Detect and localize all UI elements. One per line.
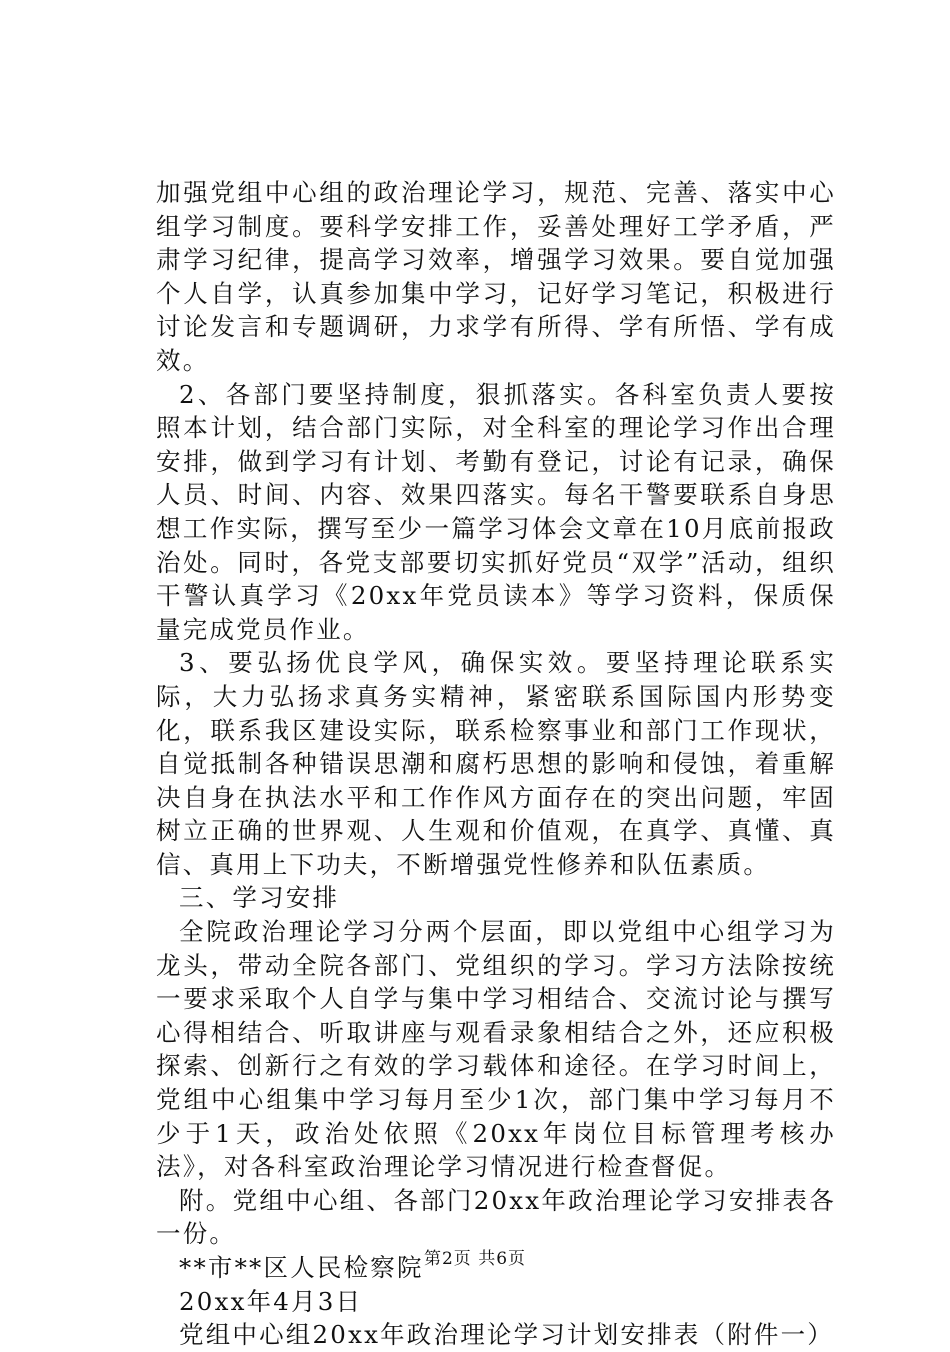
paragraph-study-style: 3、要弘扬优良学风，确保实效。要坚持理论联系实际，大力弘扬求真务实精神，紧密联系国际国内形势变化，联系我区建设实际，联系检察事业和部门工作现状，自觉抵制各种错误思潮和腐朽思想的影响和侵蚀，着重解决自身在执法水平和工作作风方面存在的突出问题，牢固树立正确的世界观、人生观和价值观，在真学、真懂、真信、真用上下功夫，不断增强党性修养和队伍素质。 [156, 648, 836, 879]
document-body [156, 176, 836, 1352]
paragraph-study-discipline: 加强党组中心组的政治理论学习，规范、完善、落实中心组学习制度。要科学安排工作，妥善处理好工学矛盾，严肃学习纪律，提高学习效率，增强学习效果。要自觉加强个人自学，认真参加集中学习，记好学习笔记，积极进行讨论发言和专题调研，力求学有所得、学有所悟、学有成效。 [156, 178, 836, 375]
paragraph-attachment-note: 附。党组中心组、各部门20xx年政治理论学习安排表各一份。 [156, 1185, 836, 1249]
section-heading-arrangement: 三、学习安排 [179, 883, 340, 913]
signature-organization: **市**区人民检察院 [179, 1253, 424, 1282]
paragraph-arrangement: 全院政治理论学习分两个层面，即以党组中心组学习为龙头，带动全院各部门、党组织的学习。学习方法除按统一要求采取个人自学与集中学习相结合、交流讨论与撰写心得相结合、听取讲座与观看录象相结合之外，还应积极探索、创新行之有效的学习载体和途径。在学习时间上，党组中心组集中学习每月至少1次，部门集中学习每月不少于1天，政治处依照《20xx年岗位目标管理考核办法》，对各科室政治理论学习情况进行检查督促。 [156, 917, 836, 1182]
signature-date: 20xx年4月3日 [179, 1286, 363, 1316]
page-number-footer: 第2页 共6页 [423, 1249, 527, 1269]
paragraph-department-system: 2、各部门要坚持制度，狠抓落实。各科室负责人要按照本计划，结合部门实际，对全科室的理论学习作出合理安排，做到学习有计划、考勤有登记，讨论有记录，确保人员、时间、内容、效果四落实。每名干警要联系自身思想工作实际，撰写至少一篇学习体会文章在10月底前报政治处。同时，各党支部要切实抓好党员“双学”活动，组织干警认真学习《20xx年党员读本》等学习资料，保质保量完成党员作业。 [156, 379, 836, 644]
attachment-title: 党组中心组20xx年政治理论学习计划安排表（附件一） [179, 1320, 835, 1350]
